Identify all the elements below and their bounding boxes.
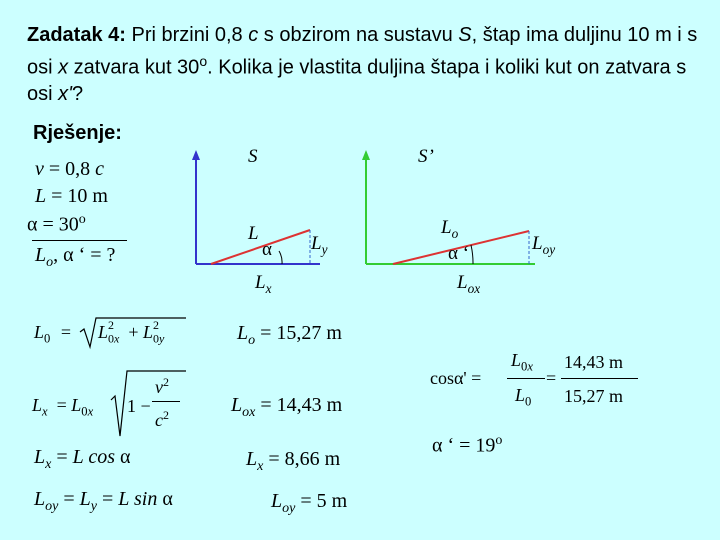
problem-text-1b: s obzirom na sustavu (258, 24, 459, 46)
cos-den: $L_0$ (515, 385, 532, 409)
formula-Lx-one: 1 − (127, 396, 151, 416)
problem-x: x (58, 56, 69, 79)
result-Loy: $L_{oy} = 5$ m (271, 490, 348, 516)
cos-fracline (507, 378, 545, 379)
S-L-label: L (248, 223, 259, 244)
formula-Lx-den: $c^2$ (155, 408, 169, 430)
given-v: v = 0,8 c (35, 158, 105, 180)
formula-Lx-num: $v^2$ (155, 375, 169, 397)
S2-Lo-label: $L_o$ (441, 217, 459, 241)
problem-text-3: . Kolika je vlastita duljina štapa i koliki kut on zatvara s osi (27, 56, 687, 105)
S-Lx-label: $L_x$ (255, 272, 272, 296)
result-Lo: $L_o = 15,27$ m (237, 322, 342, 348)
result-Lox: $L_{ox} = 14,43$ m (231, 394, 343, 420)
S2-alpha-label: α ‘ (448, 243, 470, 264)
formula-Lx-cos: $L_x = L$ cos α (34, 446, 131, 472)
cos-eq: = (546, 368, 557, 388)
problem-S: S (458, 24, 472, 46)
problem-end: ? (71, 82, 84, 105)
problem-text-1c: , štap ima duljinu 10 m i s osi (27, 24, 698, 79)
S2-y-arrow (362, 150, 370, 160)
cos-value-fracline (561, 378, 638, 379)
cos-num: $L_{0x}$ (511, 350, 533, 374)
problem-xprime: x' (58, 82, 72, 105)
cos-den-value: 15,27 m (564, 386, 624, 406)
result-alpha-prime: α ‘ = $19^o$ (432, 433, 503, 457)
given-unknown: $L_o$, α ‘ = ? (35, 244, 116, 270)
formula-Lx-fracline (152, 401, 180, 402)
S-angle-arc (279, 251, 282, 264)
problem-c: c (248, 24, 259, 46)
S2-Lox-label: $L_{ox}$ (457, 272, 481, 296)
problem-label: Zadatak 4: (27, 24, 126, 46)
formula-L0-radicand: L 2 $_{0x}$ + L 2 $_{0y}$ (98, 318, 165, 346)
problem-text-1: Pri brzini 0,8 (125, 24, 249, 46)
formula-Lx: $L_x = L_{0x}$ (32, 395, 94, 419)
formula-L0: $L_0$ = (34, 322, 71, 346)
S-y-arrow (192, 150, 200, 160)
problem-deg: o (199, 53, 208, 69)
solution-heading: Rješenje: (33, 122, 122, 144)
cos-num-value: 14,43 m (564, 352, 624, 372)
S2-angle-arc (471, 245, 473, 264)
given-alpha: $\alpha = 30^o$ (27, 212, 86, 236)
S-alpha-label: α (262, 239, 272, 260)
S2-frame-label: S’ (418, 146, 434, 167)
S-rod (211, 230, 310, 264)
S2-Loy-label: $L_{oy}$ (532, 233, 556, 257)
given-L: L = 10 m (35, 185, 108, 207)
cos-alpha-prime: cosα' = (430, 368, 482, 388)
problem-text-2: zatvara kut 30 (68, 56, 200, 79)
result-Lx: $L_x = 8,66$ m (246, 448, 341, 474)
formula-Loy: $L_{oy} = L_y = L$ sin α (34, 488, 173, 514)
S-frame-label: S (248, 146, 258, 167)
S-Ly-label: $L_y$ (311, 233, 328, 257)
